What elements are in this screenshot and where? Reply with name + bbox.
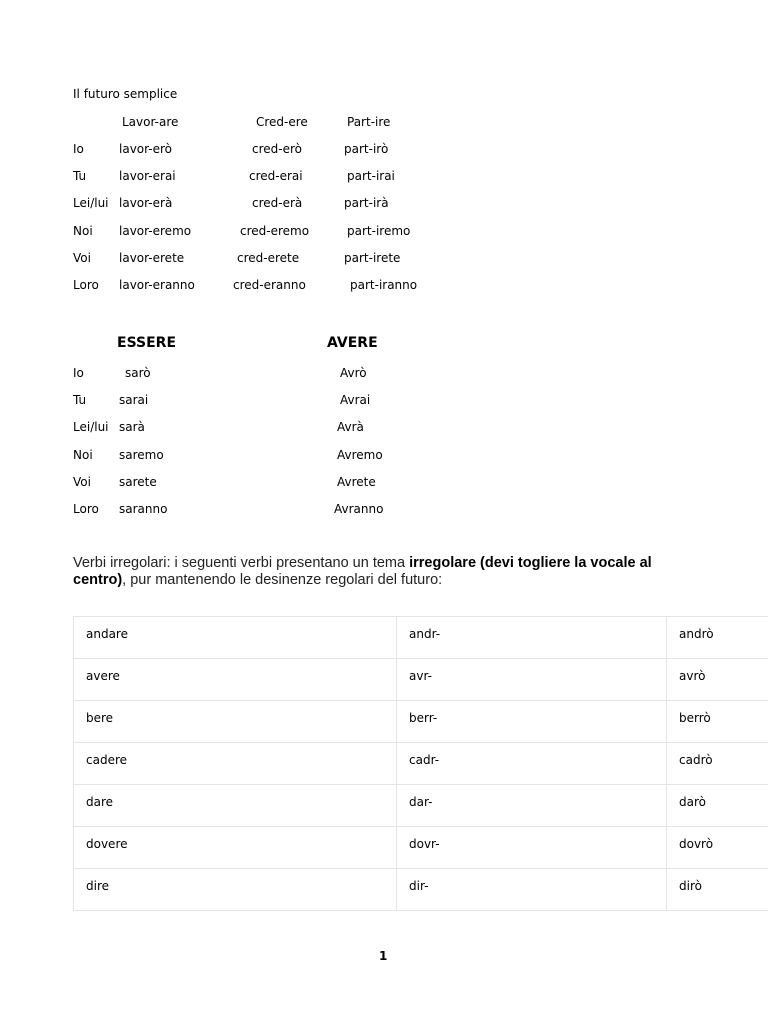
future-form-cell: avrò: [667, 659, 768, 701]
ea-pronoun-lei-lui: Lei/lui: [73, 420, 109, 434]
pronoun-lei-lui: Lei/lui: [73, 196, 109, 210]
avere-noi: Avremo: [337, 448, 383, 462]
stem-cell: dovr-: [397, 827, 667, 869]
future-form-cell: dirò: [667, 869, 768, 911]
conj-ere-lei-lui: cred-erà: [252, 196, 303, 210]
essere-noi: saremo: [119, 448, 164, 462]
header-partire: Part-ire: [347, 115, 391, 129]
ea-pronoun-io: Io: [73, 366, 84, 380]
conj-ere-tu: cred-erai: [249, 169, 303, 183]
header-essere: ESSERE: [117, 335, 177, 351]
conj-are-io: lavor-erò: [119, 142, 173, 156]
conj-ere-noi: cred-eremo: [240, 224, 310, 238]
stem-cell: cadr-: [397, 743, 667, 785]
conj-ere-loro: cred-eranno: [233, 278, 306, 292]
table-row: [74, 701, 768, 743]
future-form-cell: cadrò: [667, 743, 768, 785]
header-lavorare: Lavor-are: [122, 115, 179, 129]
infinitive-cell: dovere: [74, 827, 397, 869]
intro-plain-text: Verbi irregolari: i seguenti verbi presentano un tema: [73, 555, 410, 571]
conj-ire-voi: part-irete: [344, 251, 401, 265]
ea-pronoun-tu: Tu: [73, 393, 87, 407]
header-avere: AVERE: [327, 335, 378, 351]
table-row: [74, 869, 768, 911]
conj-are-loro: lavor-eranno: [119, 278, 195, 292]
page-number: 1: [379, 949, 388, 963]
stem-cell: avr-: [397, 659, 667, 701]
table-row: [74, 785, 768, 827]
stem-cell: andr-: [397, 617, 667, 659]
conj-are-lei-lui: lavor-erà: [119, 196, 173, 210]
infinitive-cell: dire: [74, 869, 397, 911]
infinitive-cell: andare: [74, 617, 397, 659]
conj-ere-voi: cred-erete: [237, 251, 300, 265]
essere-io: sarò: [125, 366, 151, 380]
irregular-verbs-intro: [73, 555, 673, 589]
avere-voi: Avrete: [337, 475, 376, 489]
intro-rest-text: , pur mantenendo le desinenze regolari del futuro:: [122, 572, 443, 588]
conj-ire-noi: part-iremo: [347, 224, 411, 238]
header-credere: Cred-ere: [256, 115, 308, 129]
conj-ire-loro: part-iranno: [350, 278, 418, 292]
conj-ire-tu: part-irai: [347, 169, 395, 183]
ea-pronoun-loro: Loro: [73, 502, 99, 516]
infinitive-cell: bere: [74, 701, 397, 743]
table-row: [74, 659, 768, 701]
ea-pronoun-noi: Noi: [73, 448, 93, 462]
table-row: [74, 827, 768, 869]
pronoun-tu: Tu: [73, 169, 87, 183]
future-form-cell: darò: [667, 785, 768, 827]
infinitive-cell: dare: [74, 785, 397, 827]
avere-tu: Avrai: [340, 393, 371, 407]
infinitive-cell: avere: [74, 659, 397, 701]
infinitive-cell: cadere: [74, 743, 397, 785]
avere-io: Avrò: [340, 366, 367, 380]
pronoun-loro: Loro: [73, 278, 99, 292]
essere-loro: saranno: [119, 502, 168, 516]
conj-ere-io: cred-erò: [252, 142, 302, 156]
pronoun-io: Io: [73, 142, 84, 156]
avere-lei-lui: Avrà: [337, 420, 364, 434]
future-form-cell: berrò: [667, 701, 768, 743]
ea-pronoun-voi: Voi: [73, 475, 91, 489]
essere-tu: sarai: [119, 393, 149, 407]
pronoun-voi: Voi: [73, 251, 91, 265]
essere-voi: sarete: [119, 475, 157, 489]
future-form-cell: andrò: [667, 617, 768, 659]
future-form-cell: dovrò: [667, 827, 768, 869]
intro-bold-text: irregolare (devi togliere la vocale al centro): [73, 555, 652, 588]
pronoun-noi: Noi: [73, 224, 93, 238]
stem-cell: dar-: [397, 785, 667, 827]
section-title-futuro: Il futuro semplice: [73, 87, 178, 101]
irregular-verbs-table: [73, 616, 768, 911]
table-row: [74, 617, 768, 659]
table-row: [74, 743, 768, 785]
conj-are-tu: lavor-erai: [119, 169, 176, 183]
conj-are-noi: lavor-eremo: [119, 224, 192, 238]
stem-cell: dir-: [397, 869, 667, 911]
stem-cell: berr-: [397, 701, 667, 743]
conj-are-voi: lavor-erete: [119, 251, 185, 265]
avere-loro: Avranno: [334, 502, 384, 516]
conj-ire-io: part-irò: [344, 142, 389, 156]
conj-ire-lei-lui: part-irà: [344, 196, 389, 210]
essere-lei-lui: sarà: [119, 420, 145, 434]
